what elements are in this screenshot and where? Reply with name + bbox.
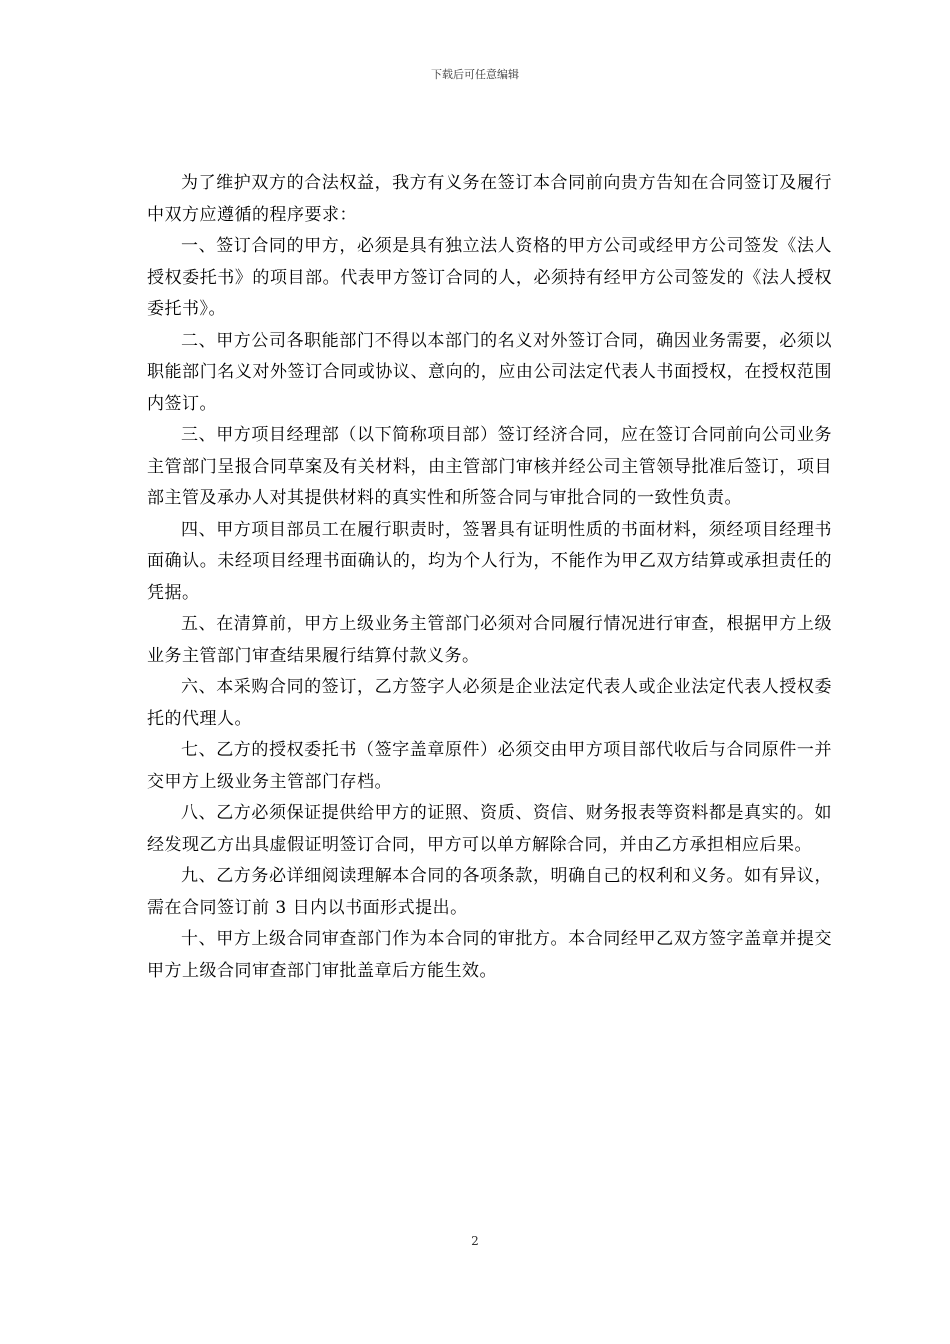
clause-8-paragraph: 八、乙方必须保证提供给甲方的证照、资质、资信、财务报表等资料都是真实的。如经发现乙方出具虚假证明签订合同，甲方可以单方解除合同，并由乙方承担相应后果。 xyxy=(147,803,832,855)
clause-10-paragraph: 十、甲方上级合同审查部门作为本合同的审批方。本合同经甲乙双方签字盖章并提交甲方上级合同审查部门审批盖章后方能生效。 xyxy=(147,929,832,981)
clause-1-paragraph: 一、签订合同的甲方，必须是具有独立法人资格的甲方公司或经甲方公司签发《法人授权委托书》的项目部。代表甲方签订合同的人，必须持有经甲方公司签发的《法人授权委托书》。 xyxy=(147,236,832,319)
clause-6-paragraph: 六、本采购合同的签订，乙方签字人必须是企业法定代表人或企业法定代表人授权委托的代理人。 xyxy=(147,677,832,729)
document-body xyxy=(147,168,832,987)
page-number: 2 xyxy=(471,1234,479,1248)
clause-5-paragraph: 五、在清算前，甲方上级业务主管部门必须对合同履行情况进行审查，根据甲方上级业务主管部门审查结果履行结算付款义务。 xyxy=(147,614,832,666)
clause-9-paragraph: 九、乙方务必详细阅读理解本合同的各项条款，明确自己的权利和义务。如有异议，需在合同签订前 3 日内以书面形式提出。 xyxy=(147,866,832,918)
page-header: 下载后可任意编辑 xyxy=(431,68,519,81)
intro-paragraph: 为了维护双方的合法权益，我方有义务在签订本合同前向贵方告知在合同签订及履行中双方应遵循的程序要求： xyxy=(147,173,832,225)
clause-3-paragraph: 三、甲方项目经理部（以下简称项目部）签订经济合同，应在签订合同前向公司业务主管部门呈报合同草案及有关材料，由主管部门审核并经公司主管领导批准后签订，项目部主管及承办人对其提供材料的真实性和所签合同与审批合同的一致性负责。 xyxy=(147,425,832,508)
clause-2-paragraph: 二、甲方公司各职能部门不得以本部门的名义对外签订合同，确因业务需要，必须以职能部门名义对外签订合同或协议、意向的，应由公司法定代表人书面授权，在授权范围内签订。 xyxy=(147,330,832,414)
clause-4-paragraph: 四、甲方项目部员工在履行职责时，签署具有证明性质的书面材料，须经项目经理书面确认。未经项目经理书面确认的，均为个人行为，不能作为甲乙双方结算或承担责任的凭据。 xyxy=(147,519,832,603)
clause-7-paragraph: 七、乙方的授权委托书（签字盖章原件）必须交由甲方项目部代收后与合同原件一并交甲方上级业务主管部门存档。 xyxy=(147,740,832,792)
